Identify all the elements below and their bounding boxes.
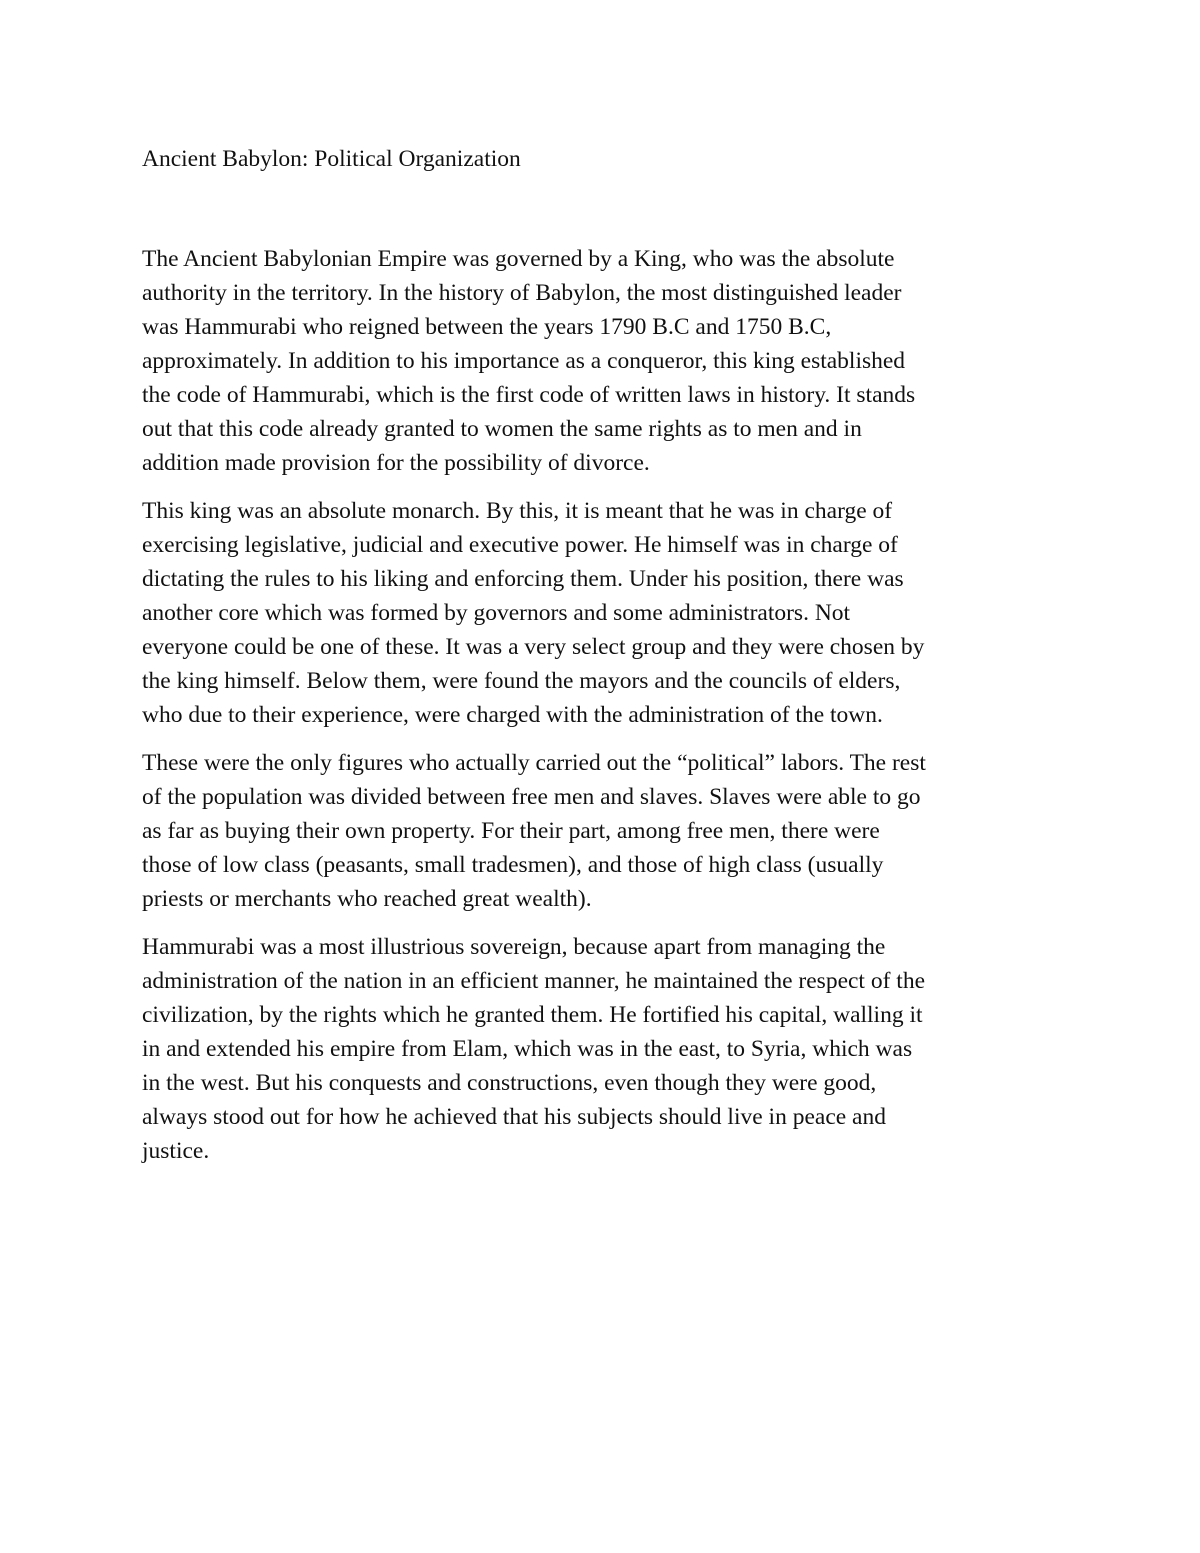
text-line: another core which was formed by governors and some administrators. Not: [142, 600, 851, 626]
text-line: exercising legislative, judicial and executive power. He himself was in charge of: [142, 532, 898, 558]
text-line: authority in the territory. In the history of Babylon, the most distinguished leader: [142, 280, 902, 306]
paragraph-4: [142, 930, 1072, 1168]
text-line: of the population was divided between free men and slaves. Slaves were able to go: [142, 784, 921, 810]
text-line: civilization, by the rights which he granted them. He fortified his capital, walling it: [142, 1002, 923, 1028]
text-line: priests or merchants who reached great wealth).: [142, 886, 592, 912]
text-line: as far as buying their own property. For their part, among free men, there were: [142, 818, 880, 844]
text-line: dictating the rules to his liking and enforcing them. Under his position, there was: [142, 566, 904, 592]
text-line: the king himself. Below them, were found the mayors and the councils of elders,: [142, 668, 901, 694]
text-line: The Ancient Babylonian Empire was governed by a King, who was the absolute: [142, 246, 895, 272]
text-line: out that this code already granted to women the same rights as to men and in: [142, 416, 862, 442]
paragraph-3: [142, 746, 1072, 916]
text-line: in the west. But his conquests and constructions, even though they were good,: [142, 1070, 877, 1096]
text-line: the code of Hammurabi, which is the first code of written laws in history. It stands: [142, 382, 916, 408]
paragraph-1: [142, 242, 1072, 480]
text-line: These were the only figures who actually carried out the “political” labors. The rest: [142, 750, 926, 776]
text-line: those of low class (peasants, small tradesmen), and those of high class (usually: [142, 852, 884, 878]
text-line: always stood out for how he achieved that his subjects should live in peace and: [142, 1104, 886, 1130]
text-line: approximately. In addition to his importance as a conqueror, this king established: [142, 348, 906, 374]
text-line: addition made provision for the possibility of divorce.: [142, 450, 650, 476]
text-line: was Hammurabi who reigned between the years 1790 B.C and 1750 B.C,: [142, 314, 832, 340]
text-line: Hammurabi was a most illustrious sovereign, because apart from managing the: [142, 934, 886, 960]
paragraph-2: [142, 494, 1072, 732]
text-line: justice.: [142, 1138, 210, 1164]
text-line: who due to their experience, were charged with the administration of the town.: [142, 702, 883, 728]
text-line: in and extended his empire from Elam, which was in the east, to Syria, which was: [142, 1036, 913, 1062]
document-body: [142, 242, 1072, 1182]
text-line: administration of the nation in an efficient manner, he maintained the respect of the: [142, 968, 925, 994]
text-line: This king was an absolute monarch. By this, it is meant that he was in charge of: [142, 498, 893, 524]
document-title: Ancient Babylon: Political Organization: [142, 146, 521, 172]
text-line: everyone could be one of these. It was a very select group and they were chosen by: [142, 634, 925, 660]
